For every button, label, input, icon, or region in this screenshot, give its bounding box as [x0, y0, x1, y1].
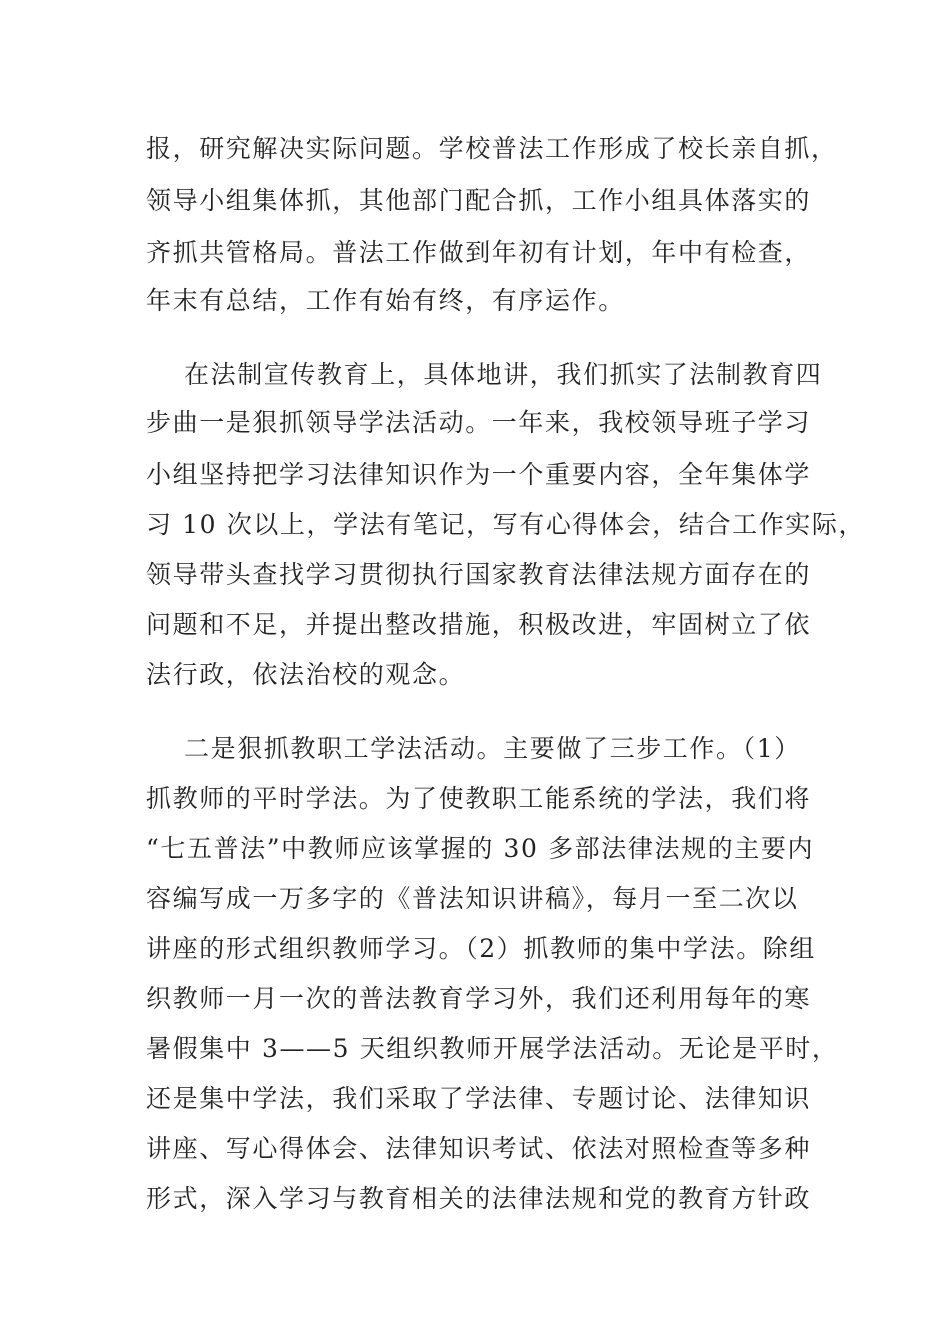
text-line: 领导带头查找学习贯彻执行国家教育法律法规方面存在的	[146, 560, 812, 589]
text-line: 小组坚持把学习法律知识作为一个重要内容，全年集体学	[146, 460, 812, 489]
text-line: 形式，深入学习与教育相关的法律法规和党的教育方针政	[146, 1184, 812, 1213]
text-line: 步曲一是狠抓领导学法活动。一年来，我校领导班子学习	[146, 408, 812, 437]
paragraph-first-line: 在法制宣传教育上，具体地讲，我们抓实了法制教育四	[184, 360, 823, 389]
text-line: 年末有总结，工作有始有终，有序运作。	[146, 286, 625, 315]
text-line: 讲座、写心得体会、法律知识考试、依法对照检查等多种	[146, 1134, 812, 1163]
text-line: 问题和不足，并提出整改措施，积极改进，牢固树立了依	[146, 610, 812, 639]
text-line: 报，研究解决实际问题。学校普法工作形成了校长亲自抓，	[146, 134, 838, 163]
text-line: 容编写成一万多字的《普法知识讲稿》，每月一至二次以	[146, 884, 799, 913]
text-line: 暑假集中 3——5 天组织教师开展学法活动。无论是平时，	[146, 1034, 839, 1063]
text-line: 领导小组集体抓，其他部门配合抓，工作小组具体落实的	[146, 186, 812, 215]
text-line: 法行政，依法治校的观念。	[146, 660, 466, 689]
text-line: 齐抓共管格局。普法工作做到年初有计划，年中有检查，	[146, 238, 812, 267]
text-line: 织教师一月一次的普法教育学习外，我们还利用每年的寒	[146, 984, 812, 1013]
paragraph-first-line: 二是狠抓教职工学法活动。主要做了三步工作。（1）	[184, 734, 801, 763]
text-line: 还是集中学法，我们采取了学法律、专题讨论、法律知识	[146, 1084, 812, 1113]
text-line: “七五普法”中教师应该掌握的 30 多部法律法规的主要内	[146, 834, 815, 863]
text-line: 抓教师的平时学法。为了使教职工能系统的学法，我们将	[146, 784, 812, 813]
text-line: 习 10 次以上，学法有笔记，写有心得体会，结合工作实际，	[146, 510, 866, 539]
text-line: 讲座的形式组织教师学习。（2）抓教师的集中学法。除组	[146, 934, 817, 963]
